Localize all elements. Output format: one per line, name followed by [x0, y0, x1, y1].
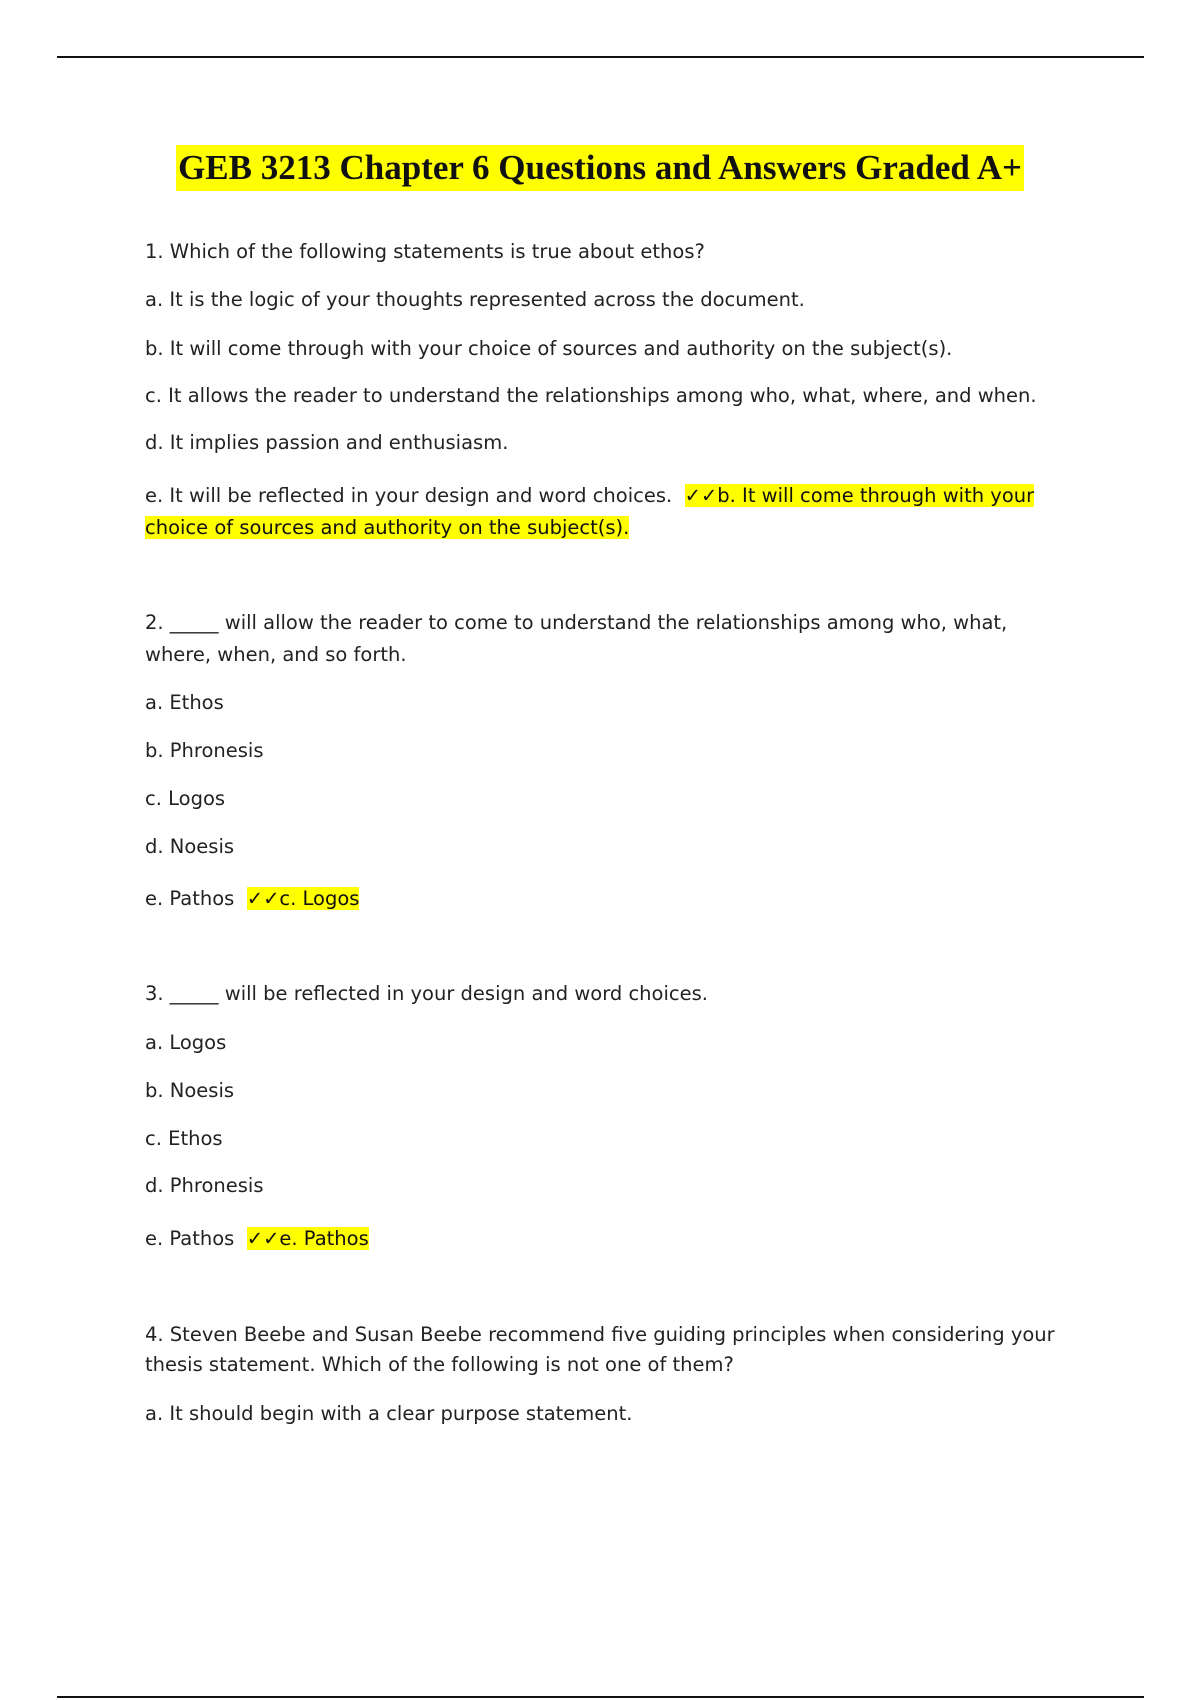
question-2-answer: ✓✓c. Logos [246, 887, 360, 910]
question-2-option-e-text: e. Pathos [145, 887, 235, 910]
question-3-stem: 3. _____ will be reflected in your design and word choices. [145, 982, 708, 1005]
question-3-option-b: b. Noesis [145, 1079, 235, 1102]
question-2-option-e [145, 883, 359, 915]
question-1-option-c: c. It allows the reader to understand the relationships among who, what, where, and when. [145, 384, 1037, 407]
question-2-option-a: a. Ethos [145, 691, 224, 714]
question-1-option-e [145, 480, 1034, 512]
question-4-stem-line-2: thesis statement. Which of the following is not one of them? [145, 1353, 734, 1376]
question-2-stem-line-2: where, when, and so forth. [145, 643, 407, 666]
question-1-answer-line-2: choice of sources and authority on the subject(s). [145, 516, 630, 539]
question-4-stem-line-1: 4. Steven Beebe and Susan Beebe recommend five guiding principles when considering your [145, 1323, 1055, 1346]
question-2-stem-line-1: 2. _____ will allow the reader to come to understand the relationships among who, what, [145, 611, 1008, 634]
question-3-option-a: a. Logos [145, 1031, 227, 1054]
top-rule [57, 56, 1144, 58]
question-1-option-d: d. It implies passion and enthusiasm. [145, 431, 509, 454]
question-1-option-e-text: e. It will be reflected in your design and word choices. [145, 484, 673, 507]
question-3-option-d: d. Phronesis [145, 1174, 264, 1197]
question-2-option-c: c. Logos [145, 787, 226, 810]
question-1-answer-line-1: ✓✓b. It will come through with your [684, 484, 1035, 507]
question-3-option-c: c. Ethos [145, 1127, 223, 1150]
question-1-option-a: a. It is the logic of your thoughts represented across the document. [145, 288, 805, 311]
question-1-answer-continuation [145, 512, 629, 544]
question-1-stem: 1. Which of the following statements is true about ethos? [145, 240, 705, 263]
question-2-option-d: d. Noesis [145, 835, 235, 858]
question-3-answer: ✓✓e. Pathos [246, 1227, 369, 1250]
question-3-option-e-text: e. Pathos [145, 1227, 235, 1250]
title-container [0, 145, 1200, 191]
document-title: GEB 3213 Chapter 6 Questions and Answers Graded A+ [176, 145, 1024, 191]
bottom-rule [57, 1696, 1144, 1698]
question-3-option-e [145, 1223, 369, 1255]
question-4-option-a: a. It should begin with a clear purpose statement. [145, 1402, 633, 1425]
question-1-option-b: b. It will come through with your choice of sources and authority on the subject(s). [145, 337, 953, 360]
question-2-option-b: b. Phronesis [145, 739, 264, 762]
